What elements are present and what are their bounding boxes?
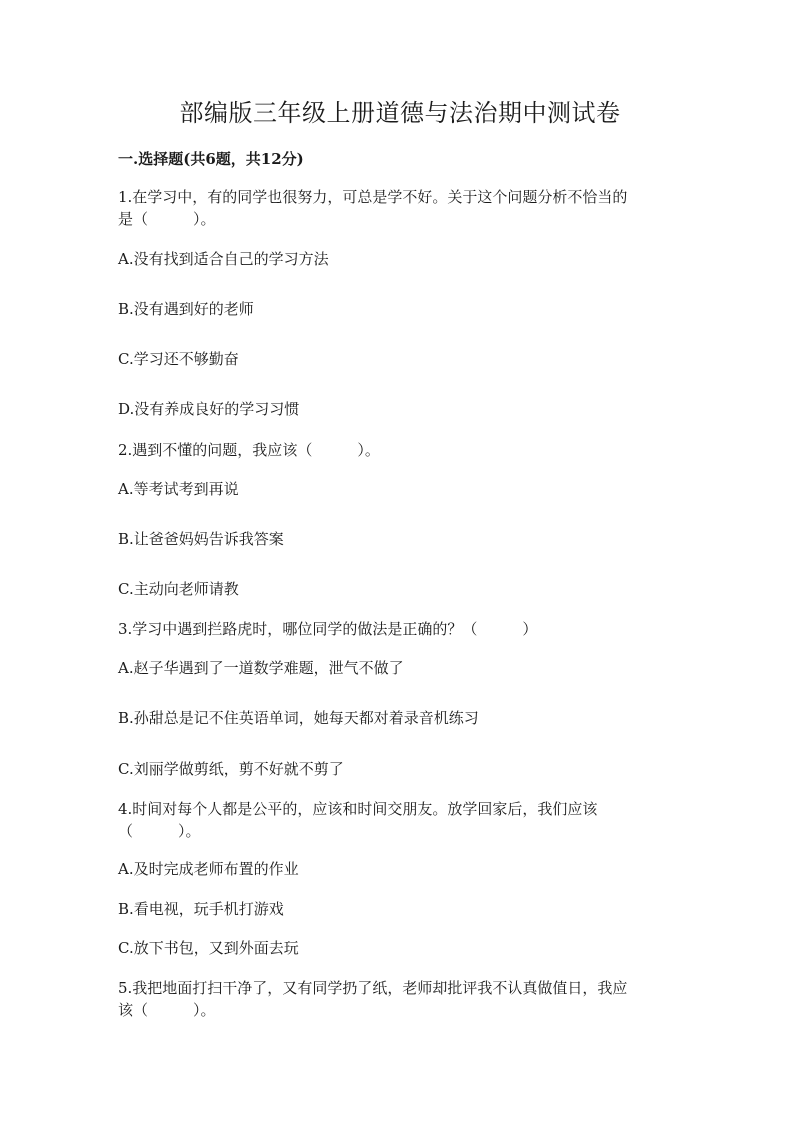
question-1-option-b: B.没有遇到好的老师 — [118, 300, 254, 318]
question-3-stem: 3.学习中遇到拦路虎时，哪位同学的做法是正确的？（ ） — [118, 620, 538, 638]
question-4-option-a: A.及时完成老师布置的作业 — [118, 860, 299, 878]
question-3-option-a: A.赵子华遇到了一道数学难题，泄气不做了 — [118, 659, 404, 677]
question-5-stem-line-2: 该（ ）。 — [118, 1001, 216, 1019]
question-4-option-c: C.放下书包，又到外面去玩 — [118, 939, 299, 957]
question-2-option-c: C.主动向老师请教 — [118, 580, 239, 598]
section-heading: 一.选择题(共6题，共12分) — [118, 150, 304, 168]
question-2-option-b: B.让爸爸妈妈告诉我答案 — [118, 530, 284, 548]
question-4-option-b: B.看电视，玩手机打游戏 — [118, 900, 284, 918]
question-2-stem: 2.遇到不懂的问题，我应该（ ）。 — [118, 441, 380, 459]
question-1-option-c: C.学习还不够勤奋 — [118, 350, 239, 368]
page-title: 部编版三年级上册道德与法治期中测试卷 — [179, 99, 621, 127]
question-1-option-a: A.没有找到适合自己的学习方法 — [118, 250, 329, 268]
question-1-option-d: D.没有养成良好的学习习惯 — [118, 400, 300, 418]
question-3-option-b: B.孙甜总是记不住英语单词，她每天都对着录音机练习 — [118, 709, 479, 727]
question-2-option-a: A.等考试考到再说 — [118, 480, 239, 498]
question-1-stem-line-1: 1.在学习中，有的同学也很努力，可总是学不好。关于这个问题分析不恰当的 — [118, 188, 628, 206]
question-4-stem-line-2: （ ）。 — [118, 822, 201, 840]
question-4-stem-line-1: 4.时间对每个人都是公平的，应该和时间交朋友。放学回家后，我们应该 — [118, 800, 598, 818]
question-1-stem-line-2: 是（ ）。 — [118, 210, 216, 228]
question-3-option-c: C.刘丽学做剪纸，剪不好就不剪了 — [118, 760, 344, 778]
question-5-stem-line-1: 5.我把地面打扫干净了，又有同学扔了纸，老师却批评我不认真做值日，我应 — [118, 979, 628, 997]
